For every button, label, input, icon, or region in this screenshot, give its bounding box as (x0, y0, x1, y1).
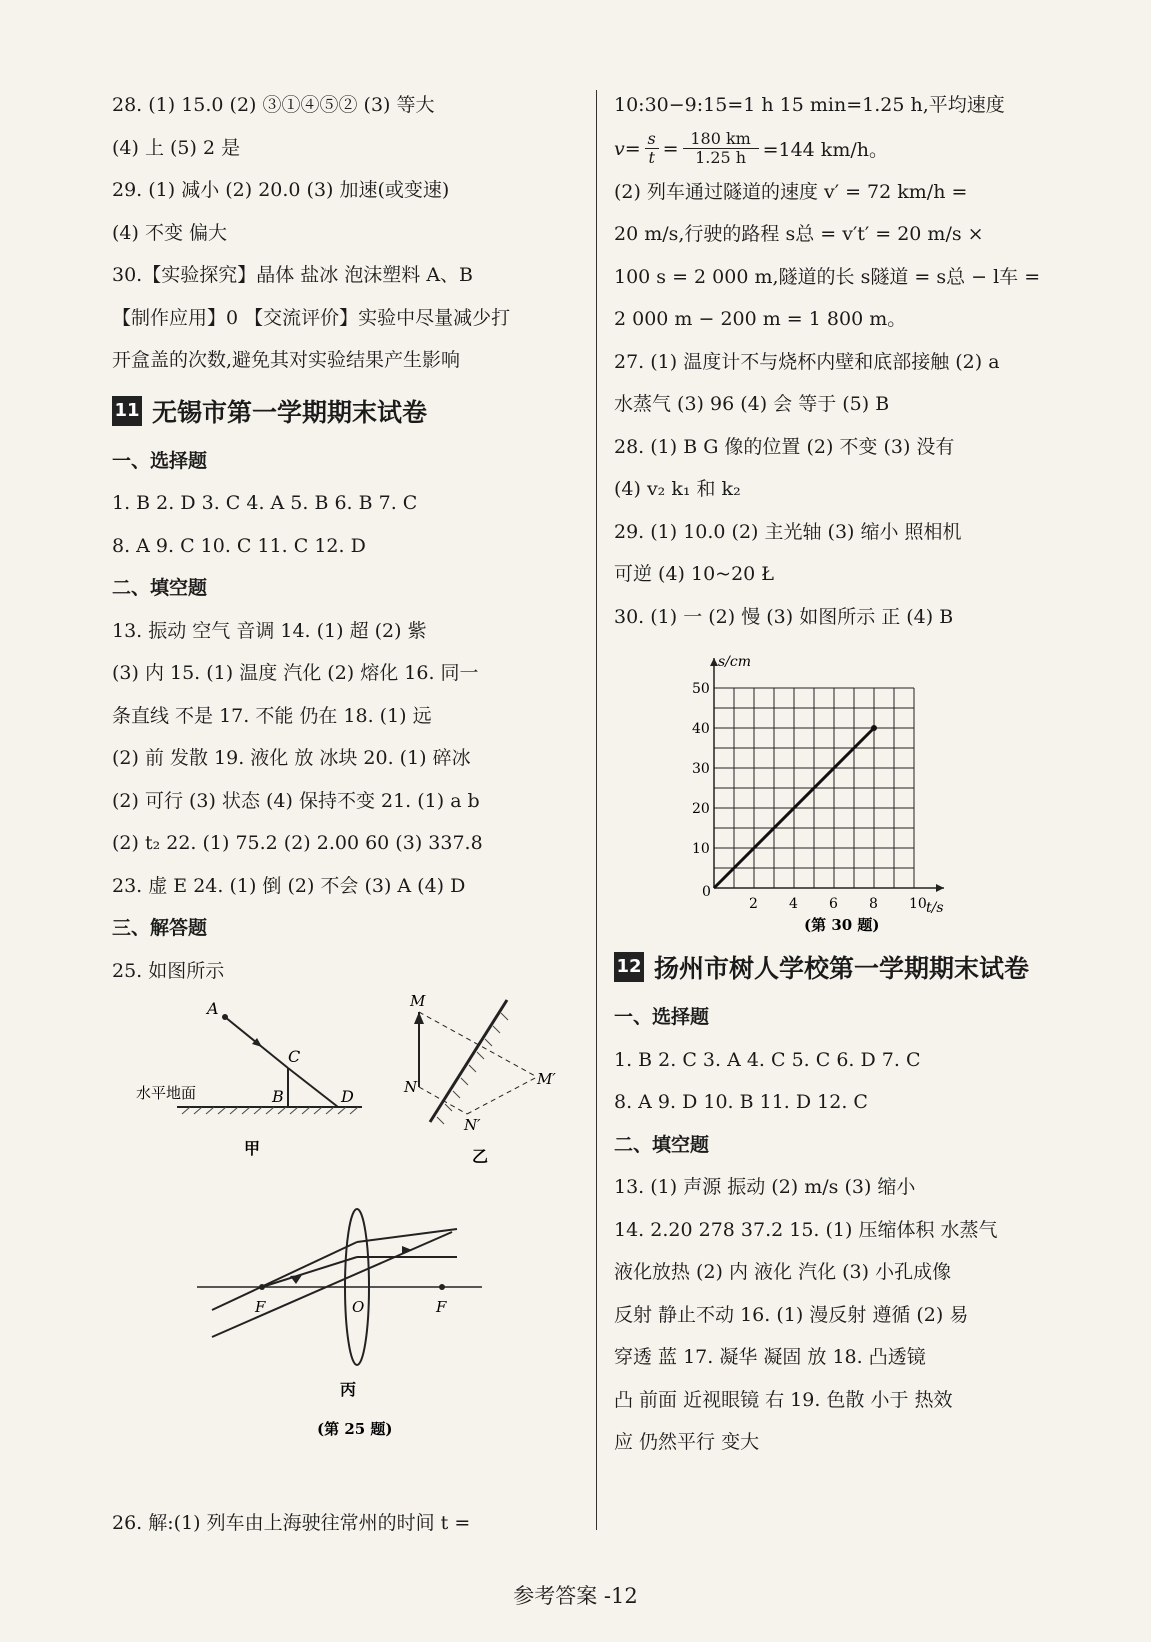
fig-jia (136, 999, 362, 1158)
frac-num: 180 km (690, 129, 751, 148)
frac-s: s (647, 129, 656, 148)
answer-line: (4) 不变 偏大 (112, 221, 227, 244)
label-jia: 甲 (244, 1139, 261, 1158)
answer-line: 27. (1) 温度计不与烧杯内壁和底部接触 (2) a (614, 350, 1000, 373)
origin-label: 0 (702, 884, 711, 900)
ground-label: 水平地面 (136, 1084, 197, 1102)
right-answers-27-30 (614, 171, 1074, 639)
answer-line: 30. (1) 一 (2) 慢 (3) 如图所示 正 (4) B (614, 605, 954, 628)
y-tick-label: 40 (692, 721, 710, 737)
pt-Mprime: M′ (537, 1070, 556, 1088)
section-12-name: 扬州市树人学校第一学期期末试卷 (654, 954, 1030, 983)
section-11-title (112, 382, 582, 440)
x-tick-label: 8 (869, 896, 878, 912)
y-axis-label: s/cm (718, 654, 752, 670)
section-12-number: 12 (614, 952, 644, 982)
fill-line: 14. 2.20 278 37.2 15. (1) 压缩体积 水蒸气 (614, 1218, 998, 1241)
frac-den: 1.25 h (695, 148, 747, 167)
fill-line: (2) 前 发散 19. 液化 放 冰块 20. (1) 碎冰 (112, 747, 471, 769)
section-12-title (614, 938, 1074, 996)
answer-line: 28. (1) 15.0 (2) ③①④⑤② (3) 等大 (112, 94, 435, 116)
fill-line: (2) 可行 (3) 状态 (4) 保持不变 21. (1) a b (112, 789, 480, 812)
pt-B: B (272, 1087, 284, 1106)
figure-25-svg (112, 992, 582, 1502)
formula-eq: = (662, 137, 679, 160)
choice-line: 8. A 9. C 10. C 11. C 12. D (112, 534, 366, 557)
fill-line: 13. 振动 空气 音调 14. (1) 超 (2) 紫 (112, 619, 427, 642)
answer-line: (4) 上 (5) 2 是 (112, 136, 241, 159)
x-tick-label: 2 (749, 896, 758, 912)
chart-30 (614, 638, 1074, 938)
fill-line: 条直线 不是 17. 不能 仍在 18. (1) 远 (112, 704, 432, 727)
fill-line: 13. (1) 声源 振动 (2) m/s (3) 缩小 (614, 1176, 916, 1198)
q26-text: 26. 解:(1) 列车由上海驶往常州的时间 t = (112, 1512, 471, 1534)
fill-line: 液化放热 (2) 内 液化 汽化 (3) 小孔成像 (614, 1261, 952, 1283)
page-footer: 参考答案 -12 (513, 1584, 638, 1608)
fill-line: 凸 前面 近视眼镜 右 19. 色散 小于 热效 (614, 1388, 953, 1411)
x-tick-label: 10 (909, 896, 927, 912)
right-column (614, 84, 1074, 1464)
pt-O: O (352, 1298, 365, 1316)
fill-heading: 二、填空题 (112, 577, 208, 599)
answer-line: 2 000 m − 200 m = 1 800 m。 (614, 308, 907, 330)
speed-formula (614, 127, 1074, 171)
pt-D: D (341, 1087, 354, 1106)
x-axis-label: t/s (926, 900, 944, 916)
section-11-name: 无锡市第一学期期末试卷 (152, 397, 428, 427)
answer-line: (4) v₂ k₁ 和 k₂ (614, 478, 741, 500)
r-fill-answers (614, 1166, 1074, 1464)
fill-answers (112, 610, 582, 908)
answer-line: 【制作应用】0 【交流评价】实验中尽量减少打 (112, 306, 511, 329)
choice-line: 8. A 9. D 10. B 11. D 12. C (614, 1091, 868, 1113)
fill-line: 反射 静止不动 16. (1) 漫反射 遵循 (2) 易 (614, 1303, 969, 1326)
fig-bing (197, 1209, 482, 1399)
fill-line: 穿透 蓝 17. 凝华 凝固 放 18. 凸透镜 (614, 1346, 926, 1368)
pt-F2: F (436, 1298, 447, 1316)
solve-heading: 三、解答题 (112, 917, 208, 939)
fill-line: 23. 虚 E 24. (1) 倒 (2) 不会 (3) A (4) D (112, 874, 466, 897)
choice-answers (112, 482, 582, 567)
answer-line: 10:30−9:15=1 h 15 min=1.25 h,平均速度 (614, 94, 1005, 116)
answer-line: 水蒸气 (3) 96 (4) 会 等于 (5) B (614, 393, 890, 415)
y-axis-arrow (710, 658, 718, 666)
fill-line: (2) t₂ 22. (1) 75.2 (2) 2.00 60 (3) 337.8 (112, 832, 483, 854)
chart-30-svg (614, 638, 1074, 938)
x-axis-arrow (936, 884, 944, 892)
left-top-answers (112, 84, 582, 382)
answer-line: 29. (1) 减小 (2) 20.0 (3) 加速(或变速) (112, 179, 450, 201)
fig25-caption: (第 25 题) (317, 1420, 393, 1438)
choice-line: 1. B 2. C 3. A 4. C 5. C 6. D 7. C (614, 1048, 921, 1071)
label-bing: 丙 (340, 1380, 357, 1399)
answer-line: 20 m/s,行驶的路程 s总 = v′t′ = 20 m/s × (614, 223, 984, 245)
answer-line: 28. (1) B G 像的位置 (2) 不变 (3) 没有 (614, 435, 955, 458)
pt-Nprime: N′ (464, 1116, 481, 1134)
figure-25 (112, 992, 582, 1502)
formula-v: v= (614, 137, 641, 160)
right-q26-continued (614, 84, 1074, 127)
answer-line: 29. (1) 10.0 (2) 主光轴 (3) 缩小 照相机 (614, 520, 962, 543)
choice-line: 1. B 2. D 3. C 4. A 5. B 6. B 7. C (112, 492, 418, 514)
choice-heading: 一、选择题 (112, 449, 208, 472)
answer-line: (2) 列车通过隧道的速度 v′ = 72 km/h = (614, 180, 968, 203)
formula-result: =144 km/h。 (762, 139, 888, 161)
data-point (871, 725, 877, 731)
x-tick-label: 6 (829, 896, 838, 912)
y-tick-label: 30 (692, 761, 710, 777)
fill-line: 应 仍然平行 变大 (614, 1431, 760, 1453)
section-11-number: 11 (112, 396, 142, 426)
q25-text: 25. 如图所示 (112, 959, 225, 982)
pt-A: A (207, 999, 219, 1018)
pt-F1: F (255, 1298, 266, 1316)
frac-values (683, 130, 759, 167)
answer-line: 30.【实验探究】晶体 盐冰 泡沫塑料 A、B (112, 264, 474, 286)
left-column (112, 84, 582, 1545)
r-fill-heading: 二、填空题 (614, 1133, 710, 1156)
answer-line: 可逆 (4) 10~20 Ł (614, 563, 775, 585)
r-choice-answers (614, 1039, 1074, 1124)
y-tick-label: 50 (692, 681, 710, 697)
y-tick-label: 20 (692, 801, 710, 817)
r-choice-heading: 一、选择题 (614, 1006, 710, 1028)
pt-N: N (404, 1078, 418, 1096)
answer-line: 开盒盖的次数,避免其对实验结果产生影响 (112, 349, 461, 371)
x-tick-label: 4 (789, 896, 798, 912)
frac-t: t (648, 148, 655, 167)
fig-yi (403, 992, 556, 1166)
label-yi: 乙 (472, 1147, 489, 1166)
frac-st (645, 130, 659, 167)
pt-M: M (410, 992, 426, 1010)
column-divider (596, 90, 597, 1530)
pt-C: C (288, 1047, 301, 1066)
chart-caption: (第 30 题) (804, 916, 880, 934)
answer-line: 100 s = 2 000 m,隧道的长 s隧道 = s总 − l车 = (614, 265, 1041, 288)
y-tick-label: 10 (692, 841, 710, 857)
fill-line: (3) 内 15. (1) 温度 汽化 (2) 熔化 16. 同一 (112, 662, 479, 684)
